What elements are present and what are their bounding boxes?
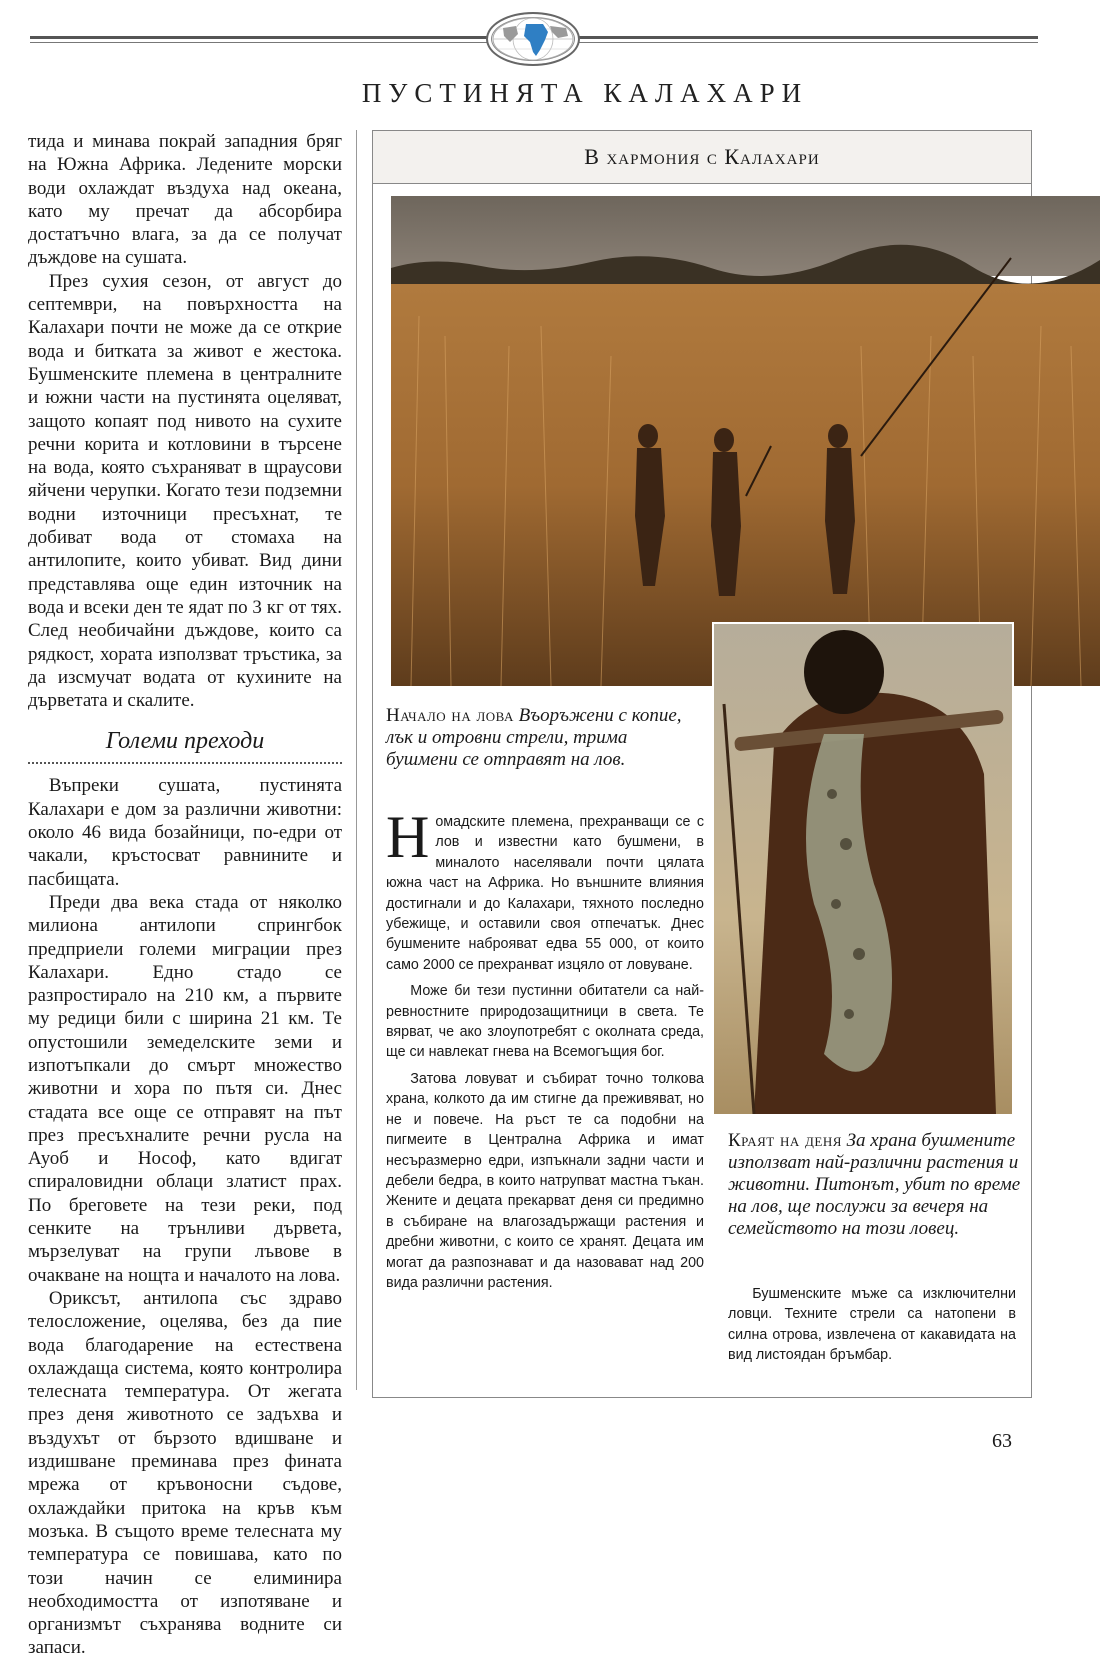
dotted-divider: [28, 762, 342, 764]
paragraph: омадските племена, прехранващи се с лов и известни като бушмени, в миналото населявали почти цялата южна част на Африка. Но външните влияния достигнали и до Калахари, тяхното последно убежище, и оставили своя отпечатък. Днес бушмените наброяват едва 55 000, от които само 2000 се прехранват изцяло от ловуване.: [386, 814, 704, 973]
paragraph: Затова ловуват и събират точно толкова храна, колкото да им стигне да преживяват, но не и повече. На ръст те са подобни на пигмеите в Централна Африка и имат несъразмерно едри, изпъкнали задни части и дебели бедра, в които натрупват мастна тъкан. Жените и децата прекарват деня си предимно в събиране на влагозадържащи растения и дребни животни, с които се хранят. Децата им могат да разпознават и да назовават над 200 вида различни растения.: [386, 1070, 704, 1291]
column-divider: [356, 130, 357, 1390]
left-column: [28, 130, 342, 1660]
section-heading: Големи преходи: [105, 728, 265, 755]
feature-body-text-right: [728, 1284, 1016, 1372]
caption-text: За храна бушмените използват най-различни растения и животни. Питонът, убит по време на лов, ще послужи за вечеря на семейството на този ловец.: [728, 1130, 1021, 1239]
feature-body-text: [386, 804, 704, 1299]
paragraph: тида и минава покрай западния бряг на Южна Африка. Ледените морски води охлаждат въздуха над океана, като му пречат да абсорбира достатъчно влага, за да се получат дъждове на сушата.: [28, 131, 342, 269]
caption-text: Въоръжени с копие, лък и отровни стрели, трима бушмени се отправят на лов.: [386, 705, 682, 770]
caption-hunt-start: [386, 705, 686, 771]
drop-cap: Н: [386, 804, 430, 870]
page-number: 63: [992, 1430, 1012, 1452]
caption-day-end: [728, 1130, 1028, 1240]
globe-africa-icon: [486, 12, 580, 66]
caption-lead: Начало на лова: [386, 705, 514, 726]
paragraph: Преди два века стада от няколко милиона антилопи спрингбок предприели големи миграции през Калахари. Едно стадо се разпростирало на 210 км, а първите му редици били с ширина 21 км. Те опустошили земеделските земи и изпотъпкали до смърт множество животни и хора по пътя си. Днес стадата все още се отправят на път през пресъхналите речни русла на Ауоб и Нософ, като вдигат спираловидни облаци златист прах. По бреговете на тези реки, под сенките на трънливи дървета, мързелуват на групи лъвове в очакване на нощта и началото на лова.: [28, 891, 342, 1286]
caption-lead: Краят на деня: [728, 1130, 842, 1151]
paragraph: Бушменските мъже са изключителни ловци. Техните стрели са натопени в силна отрова, извлечена от какавидата на вид листоядан бръмбар.: [728, 1286, 1016, 1364]
paragraph: Може би тези пустинни обитатели са най-ревностните природозащитници в света. Те вярват, че ако злоупотребят с околната среда, ще си навлекат гнева на Всемогъщия бог.: [386, 983, 704, 1061]
hunters-photo: [391, 196, 1100, 686]
paragraph: Ориксът, антилопа със здраво телосложение, оцелява, без да пие вода благодарение на естествена охлаждаща система, която контролира телесната температура. От жегата през деня животното се задъхва и въздухът от бързото вдишване и издишване преминава през фината мрежа от кръвоносни съдове, охлаждайки притока на кръв към мозъка. В същото време телесната му температура се повишава, като по този начин се елиминира необходимостта от изпотяване и организмът съхранява водните си запаси.: [28, 1287, 342, 1659]
running-title: ПУСТИНЯТА КАЛАХАРИ: [361, 78, 809, 108]
paragraph: През сухия сезон, от август до септември, на повърхността на Калахари почти не може да се открие вода и битката за живот е жестока. Бушменските племена в централните и южни части на пустинята оцеляват, защото копаят под нивото на сухите речни корита и котловини в търсене на вода, която съхраняват в щраусови яйчени черупки. Когато тези подземни водни източници пресъхнат, те добиват вода от стомаха на антилопите, които убиват. Вид дини представлява още един източник на вода и всеки ден те ядат по 3 кг от тях. След необичайни дъждове, които са рядкост, хората използват тръстика, за да изсмучат водата от кухините на дърветата и скалите.: [28, 270, 342, 712]
paragraph: Въпреки сушата, пустинята Калахари е дом за различни животни: около 46 вида бозайници, по-едри от чакали, кръстосват равнините и пасбищата.: [28, 775, 342, 890]
feature-box-title: В хармония с Калахари: [372, 130, 1032, 184]
hunter-python-photo: [712, 622, 1014, 1116]
